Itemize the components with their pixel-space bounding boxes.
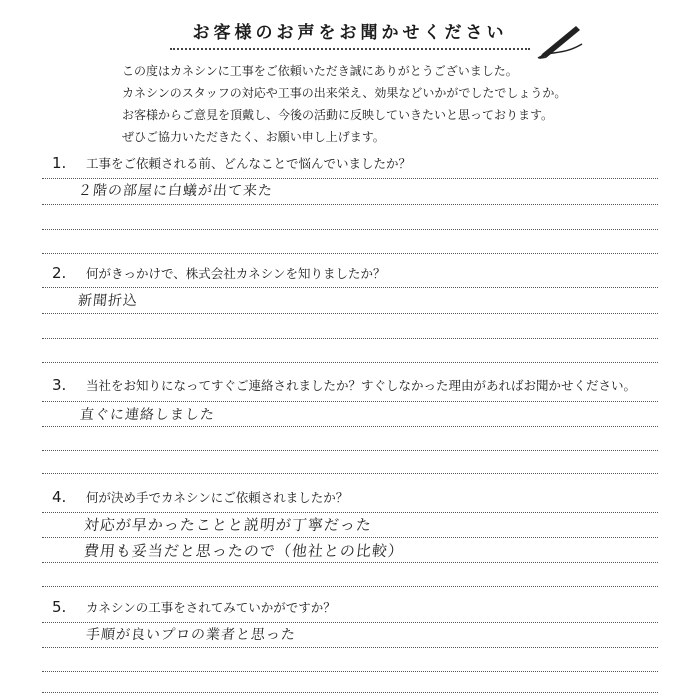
question-number: 5. [52,598,67,616]
answer-2: 新聞折込 [77,293,139,309]
question-1 [52,154,411,172]
question-text: 何が決め手でカネシンにご依頼されましたか？ [86,490,349,505]
answer-1: ２階の部屋に白蟻が出て来た [77,183,274,199]
answer-line [42,473,658,474]
answer-line [42,586,658,587]
answer-line [42,512,658,513]
page-title: お客様のお声をお聞かせください [192,23,508,43]
answer-line [42,537,658,538]
answer-line [42,287,658,288]
answer-line [42,562,658,563]
answer-5: 手順が良いプロの業者と思った [85,627,297,643]
answer-line [42,253,658,254]
answer-4-line-2: 費用も妥当だと思ったので（他社との比較） [83,542,405,560]
answer-line [42,401,658,402]
question-number: 1. [52,154,67,172]
question-4 [52,488,348,506]
intro-line: お客様からご意見を頂戴し、今後の活動に反映していきたいと思っております。 [122,108,554,122]
question-number: 2. [52,264,67,282]
answer-line [42,692,658,693]
answer-line [42,450,658,451]
answer-line [42,178,658,179]
answer-line [42,622,658,623]
answer-line [42,229,658,230]
answer-line [42,671,658,672]
answer-line [42,204,658,205]
intro-text [122,60,682,148]
pen-icon [536,20,586,60]
answer-4-line-1: 対応が早かったことと説明が丁寧だった [83,516,373,534]
question-text: 当社をお知りになってすぐご連絡されましたか？すぐしなかった理由があればお聞かせください。 [86,378,637,393]
answer-line [42,338,658,339]
intro-line: カネシンのスタッフの対応や工事の出来栄え、効果などいかがでしたでしょうか。 [122,86,567,100]
question-text: 工事をご依頼される前、どんなことで悩んでいましたか？ [86,156,412,171]
question-number: 4. [52,488,67,506]
question-2 [52,264,385,282]
question-text: 何がきっかけで、株式会社カネシンを知りましたか？ [86,266,386,281]
intro-line: ぜひご協力いただきたく、お願い申し上げます。 [122,130,385,144]
title-underline [170,48,530,50]
question-3 [52,376,636,394]
question-number: 3. [52,376,67,394]
question-5 [52,598,336,616]
answer-line [42,426,658,427]
answer-line [42,362,658,363]
intro-line: この度はカネシンに工事をご依頼いただき誠にありがとうございました。 [122,64,518,78]
answer-line [42,647,658,648]
answer-3: 直ぐに連絡しました [79,407,216,423]
answer-line [42,313,658,314]
question-text: カネシンの工事をされてみていかがですか？ [86,600,336,615]
